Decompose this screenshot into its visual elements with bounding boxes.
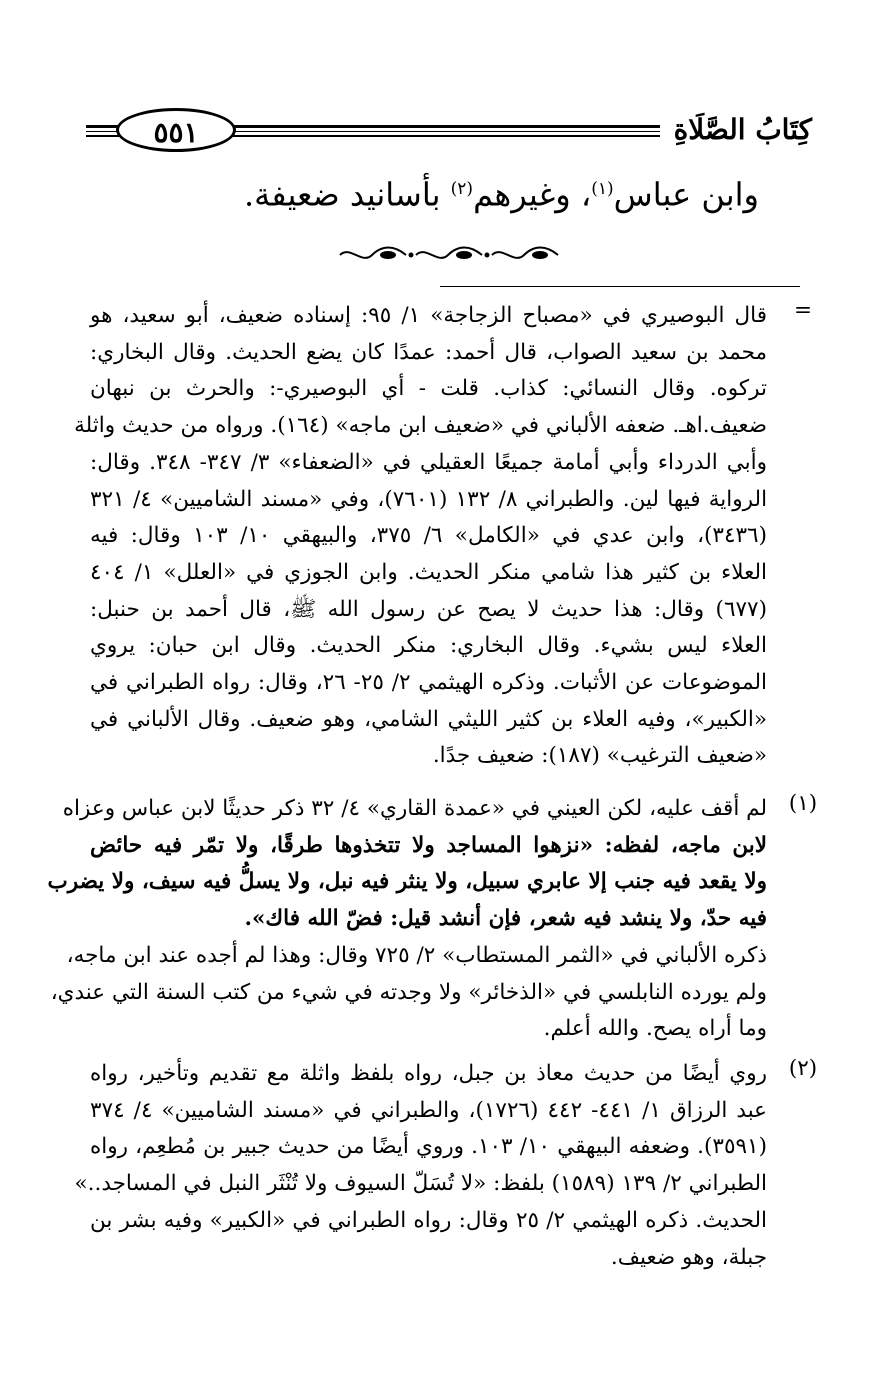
footnote-line: ذكره الألباني في «الثمر المستطاب» ٢/ ٧٢٥ وقال: وهذا لم أجده عند ابن ماجه، bbox=[66, 942, 767, 968]
running-header bbox=[86, 108, 812, 154]
footnote-line: روي أيضًا من حديث معاذ بن جبل، رواه بلفظ واثلة مع تقديم وتأخير، رواه bbox=[90, 1061, 767, 1086]
footnote-line: ولا يقعد فيه جنب إلا عابري سبيل، ولا ينثر فيه نبل، ولا يسلُّ فيه سيف، ولا يضرب bbox=[47, 869, 767, 895]
footnote-line: وما أراه يصح. والله أعلم. bbox=[543, 1016, 767, 1042]
footnote-marker: (١) bbox=[788, 791, 818, 816]
footnote-continuation bbox=[74, 298, 819, 775]
main-text-part: بأسانيد ضعيفة. bbox=[243, 175, 451, 214]
footnote-line: الحديث. ذكره الهيثمي ٢/ ٢٥ وقال: رواه الطبراني في «الكبير» وفيه بشر بن bbox=[90, 1207, 768, 1233]
footnote-line: قال البوصيري في «مصباح الزجاجة» ١/ ٩٥: إسناده ضعيف، أبو سعيد، هو bbox=[90, 303, 767, 328]
footnote-line: فيه حدّ، ولا ينشد فيه شعر، فإن أنشد قيل: فضّ الله فاك». bbox=[244, 906, 767, 932]
footnote-line: لابن ماجه، لفظه: «نزهوا المساجد ولا تتخذوها طرقًا، ولا تمّر فيه حائض bbox=[90, 832, 767, 858]
footnote-marker: = bbox=[793, 298, 812, 323]
footnote-line: ضعيف.اهـ. ضعفه الألباني في «ضعيف ابن ماجه» (١٦٤). ورواه من حديث واثلة bbox=[74, 413, 767, 439]
footnote-line: (٦٧٧) وقال: هذا حديث لا يصح عن رسول الله ﷺ، قال أحمد بن حنبل: bbox=[90, 596, 767, 622]
main-text-part: وابن عباس bbox=[613, 175, 759, 214]
book-title: كِتَابُ الصَّلَاةِ bbox=[660, 110, 812, 150]
footnote-line: العلاء ليس بشيء. وقال البخاري: منكر الحديث. وقال ابن حبان: يروي bbox=[90, 633, 767, 659]
footnote-ref-1[interactable]: (١) bbox=[591, 179, 614, 199]
footnote-line: عبد الرزاق ١/ ٤٤١- ٤٤٢ (١٧٢٦)، والطبراني في «مسند الشاميين» ٤/ ٣٧٤ bbox=[90, 1097, 768, 1123]
page-number: ٥٥١ bbox=[116, 108, 236, 152]
footnote-2 bbox=[74, 1056, 819, 1276]
footnote-line: جبلة، وهو ضعيف. bbox=[610, 1244, 767, 1270]
section-ornament bbox=[336, 244, 562, 266]
footnote-line: محمد بن سعيد الصواب، قال أحمد: عمدًا كان يضع الحديث. وقال البخاري: bbox=[90, 339, 767, 365]
footnote-line: وأبي الدرداء وأبي أمامة جميعًا العقيلي في «الضعفاء» ٣/ ٣٤٧- ٣٤٨. وقال: bbox=[90, 449, 768, 475]
main-text bbox=[244, 164, 759, 220]
footnote-line: (٣٥٩١). وضعفه البيهقي ١٠/ ١٠٣. وروي أيضًا من حديث جبير بن مُطعِم، رواه bbox=[90, 1134, 767, 1160]
main-text-part: ، وغيرهم bbox=[473, 175, 592, 214]
footnote-marker: (٢) bbox=[788, 1056, 818, 1081]
footnote-line: الموضوعات عن الأثبات. وذكره الهيثمي ٢/ ٢٥- ٢٦، وقال: رواه الطبراني في bbox=[90, 670, 767, 696]
footnote-line: الرواية فيها لين. والطبراني ٨/ ١٣٢ (٧٦٠١)، وفي «مسند الشاميين» ٤/ ٣٢١ bbox=[90, 486, 768, 512]
footnote-ref-2[interactable]: (٢) bbox=[450, 179, 474, 199]
footnote-line: تركوه. وقال النسائي: كذاب. قلت - أي البوصيري-: والحرث بن نبهان bbox=[90, 376, 767, 402]
footnote-line: «الكبير»، وفيه العلاء بن كثير الليثي الشامي، وهو ضعيف. وقال الألباني في bbox=[90, 706, 767, 732]
footnote-divider bbox=[440, 286, 800, 287]
footnote-line: «ضعيف الترغيب» (١٨٧): ضعيف جدًا. bbox=[432, 743, 767, 769]
footnote-1 bbox=[47, 791, 819, 1048]
footnote-line: ولم يورده النابلسي في «الذخائر» ولا وجدته في شيء من كتب السنة التي عندي، bbox=[50, 979, 767, 1005]
footnote-line: (٣٤٣٦)، وابن عدي في «الكامل» ٦/ ٣٧٥، والبيهقي ١٠/ ١٠٣ وقال: فيه bbox=[90, 523, 767, 549]
footnote-line: العلاء بن كثير هذا شامي منكر الحديث. وابن الجوزي في «العلل» ١/ ٤٠٤ bbox=[90, 559, 768, 585]
footnote-line: الطبراني ٢/ ١٣٩ (١٥٨٩) بلفظ: «لا تُسَلّ السيوف ولا تُنْثَر النبل في المساجد..» bbox=[74, 1171, 767, 1197]
footnote-line: لم أقف عليه، لكن العيني في «عمدة القاري» ٤/ ٣٢ ذكر حديثًا لابن عباس وعزاه bbox=[62, 796, 767, 821]
